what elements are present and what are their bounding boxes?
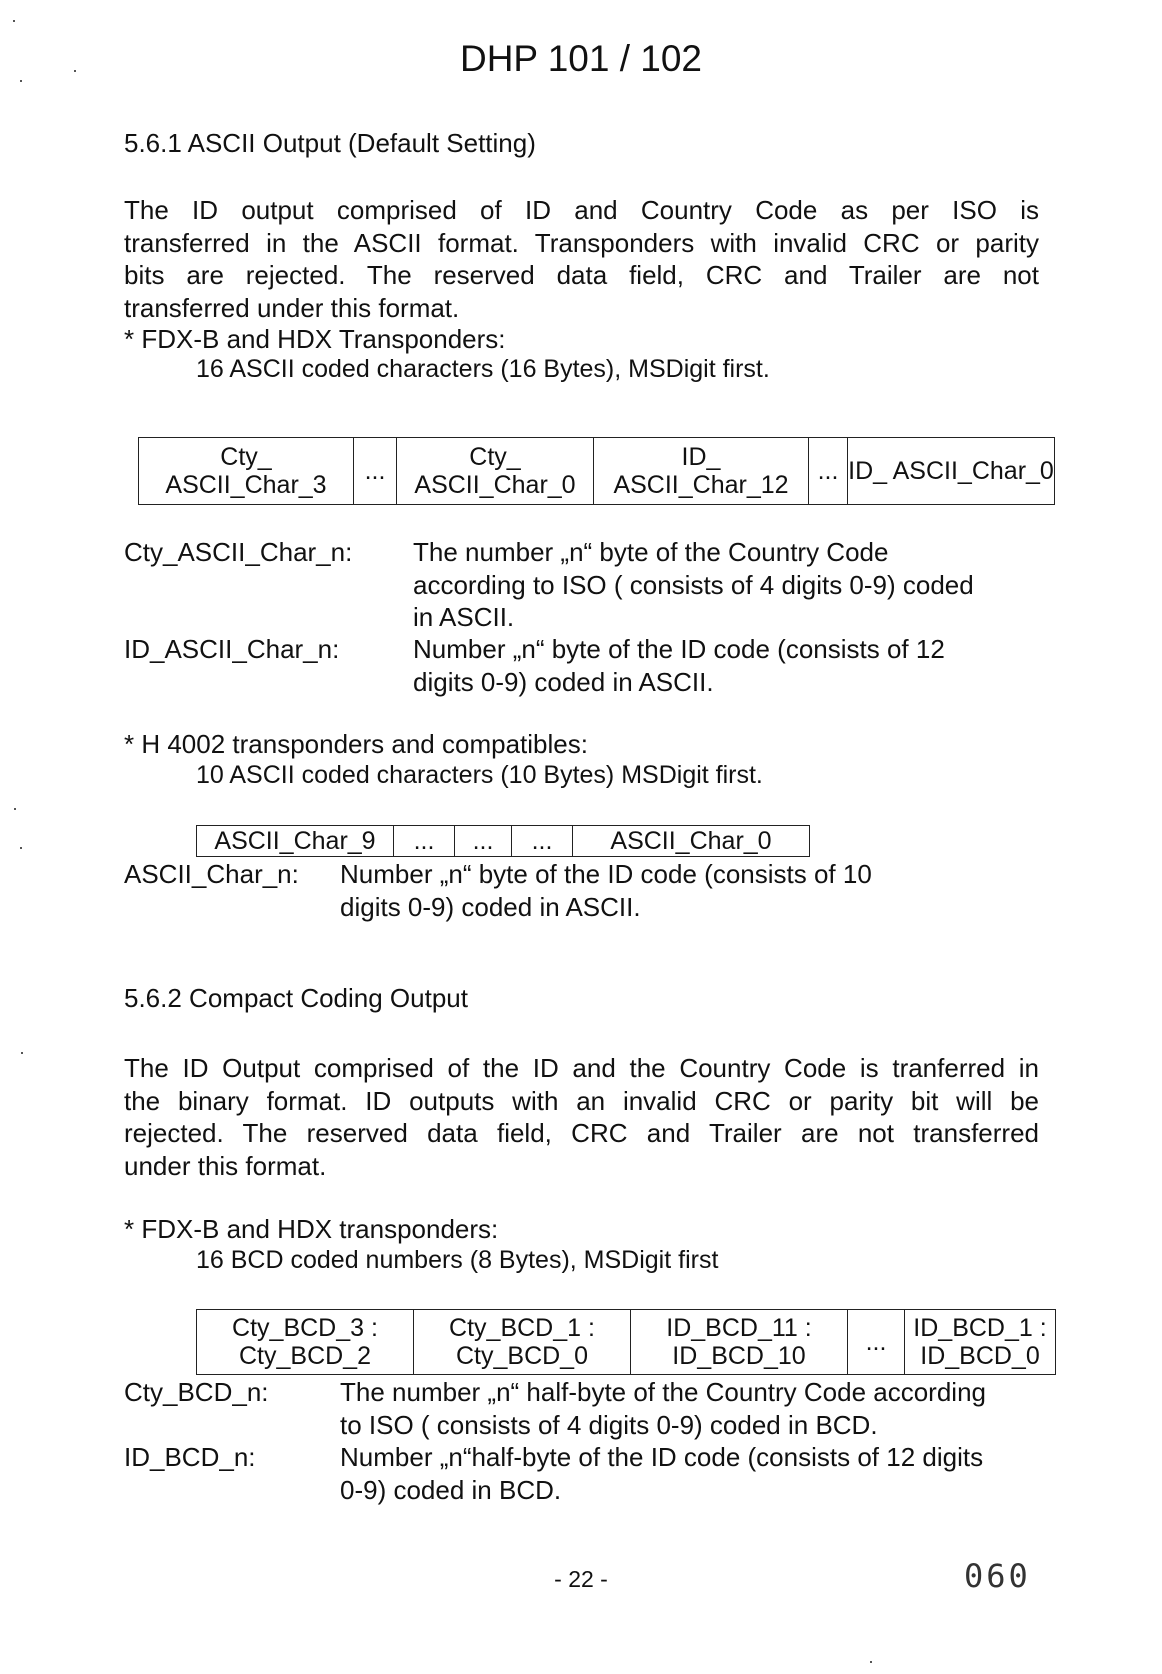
definition-description [340, 858, 872, 923]
definition-line: digits 0-9) coded in ASCII. [413, 666, 714, 697]
table-cell: ID_ ASCII_Char_0 [848, 438, 1055, 505]
ascii-intro-line: transferred in the ASCII format. Transponders with invalid CRC or parity [124, 227, 1039, 258]
scan-speck [74, 70, 76, 72]
definition-description [340, 1441, 983, 1506]
definition-description [340, 1376, 986, 1441]
definition-line: 0-9) coded in BCD. [340, 1474, 562, 1505]
page-number: - 22 - [554, 1566, 608, 1592]
scan-speck [870, 1661, 872, 1663]
table-cell: Cty_ ASCII_Char_3 [139, 438, 354, 505]
definition-description [413, 633, 945, 698]
table-cell: ... [848, 1310, 905, 1375]
table-row [197, 1310, 1056, 1375]
compact-intro-line: under this format. [124, 1150, 327, 1181]
compact-intro-line: the binary format. ID outputs with an invalid CRC or parity bit will be [124, 1085, 1039, 1116]
ascii-intro-line: transferred under this format. [124, 292, 460, 323]
definition-term: ID_ASCII_Char_n: [124, 634, 340, 664]
definition-line: Number „n“ byte of the ID code (consists of 12 [413, 634, 945, 664]
table-cell: ID_BCD_1 : ID_BCD_0 [905, 1310, 1056, 1375]
compact-intro-line: rejected. The reserved data field, CRC and Trailer are not transferred [124, 1118, 1039, 1148]
compact-fdx-description: 16 BCD coded numbers (8 Bytes), MSDigit first [196, 1246, 719, 1274]
table-cell: ... [512, 826, 573, 857]
scan-speck [14, 808, 16, 810]
table-cell: Cty_ ASCII_Char_0 [397, 438, 594, 505]
table-cell: ASCII_Char_0 [573, 826, 810, 857]
compact-fdx-heading: * FDX-B and HDX transponders: [124, 1214, 499, 1244]
definition-line: Number „n“half-byte of the ID code (consists of 12 digits [340, 1442, 984, 1472]
table-cell: ID_BCD_11 : ID_BCD_10 [631, 1310, 848, 1375]
table-cell: ... [354, 438, 397, 505]
h4002-layout-table [196, 825, 810, 857]
bcd-layout-table [196, 1309, 1056, 1375]
table-row [197, 826, 810, 857]
fdx-hdx-heading: * FDX-B and HDX Transponders: [124, 324, 506, 354]
definition-term: Cty_BCD_n: [124, 1377, 269, 1407]
definition-term: ID_BCD_n: [124, 1442, 256, 1472]
definition-line: to ISO ( consists of 4 digits 0-9) coded in BCD. [340, 1409, 878, 1440]
scan-speck [20, 80, 22, 82]
table-cell: ID_ ASCII_Char_12 [594, 438, 809, 505]
scan-speck [20, 847, 22, 849]
definition-id-bcd [124, 1441, 1044, 1507]
table-cell: ... [394, 826, 455, 857]
ascii-layout-table [138, 437, 1055, 505]
definition-description [413, 536, 974, 634]
table-cell: Cty_BCD_1 : Cty_BCD_0 [414, 1310, 631, 1375]
compact-intro-paragraph [124, 1052, 1039, 1182]
table-row [139, 438, 1055, 505]
section-heading-ascii: 5.6.1 ASCII Output (Default Setting) [124, 128, 536, 158]
table-cell: Cty_BCD_3 : Cty_BCD_2 [197, 1310, 414, 1375]
table-cell: ASCII_Char_9 [197, 826, 394, 857]
h4002-description: 10 ASCII coded characters (10 Bytes) MSDigit first. [196, 761, 763, 789]
definition-cty-ascii [124, 536, 1044, 636]
table-cell: ... [809, 438, 848, 505]
definition-line: according to ISO ( consists of 4 digits 0-9) coded [413, 569, 974, 600]
h4002-heading: * H 4002 transponders and compatibles: [124, 729, 588, 759]
definition-line: in ASCII. [413, 602, 515, 632]
compact-intro-line: The ID Output comprised of the ID and the Country Code is tranferred in [124, 1053, 1039, 1083]
definition-line: digits 0-9) coded in ASCII. [340, 891, 641, 922]
definition-term: ASCII_Char_n: [124, 859, 299, 889]
section-heading-compact: 5.6.2 Compact Coding Output [124, 983, 468, 1013]
definition-cty-bcd [124, 1376, 1044, 1442]
page-title: DHP 101 / 102 [459, 38, 703, 79]
definition-line: The number „n“ half-byte of the Country Code according [340, 1377, 987, 1407]
ascii-intro-line: The ID output comprised of ID and Country Code as per ISO is [124, 195, 1039, 225]
definition-term: Cty_ASCII_Char_n: [124, 537, 353, 567]
scan-speck [21, 1052, 23, 1054]
fdx-hdx-description: 16 ASCII coded characters (16 Bytes), MSDigit first. [196, 355, 770, 383]
definition-id-ascii [124, 633, 1044, 699]
ascii-intro-line: bits are rejected. The reserved data field, CRC and Trailer are not [124, 260, 1039, 290]
definition-line: The number „n“ byte of the Country Code [413, 537, 889, 567]
definition-ascii-char [124, 858, 1044, 924]
definition-line: Number „n“ byte of the ID code (consists of 10 [340, 859, 872, 889]
table-cell: ... [455, 826, 512, 857]
ascii-intro-paragraph [124, 194, 1039, 324]
scan-speck [13, 20, 15, 22]
handwritten-page-stamp: 060 [964, 1557, 1031, 1595]
